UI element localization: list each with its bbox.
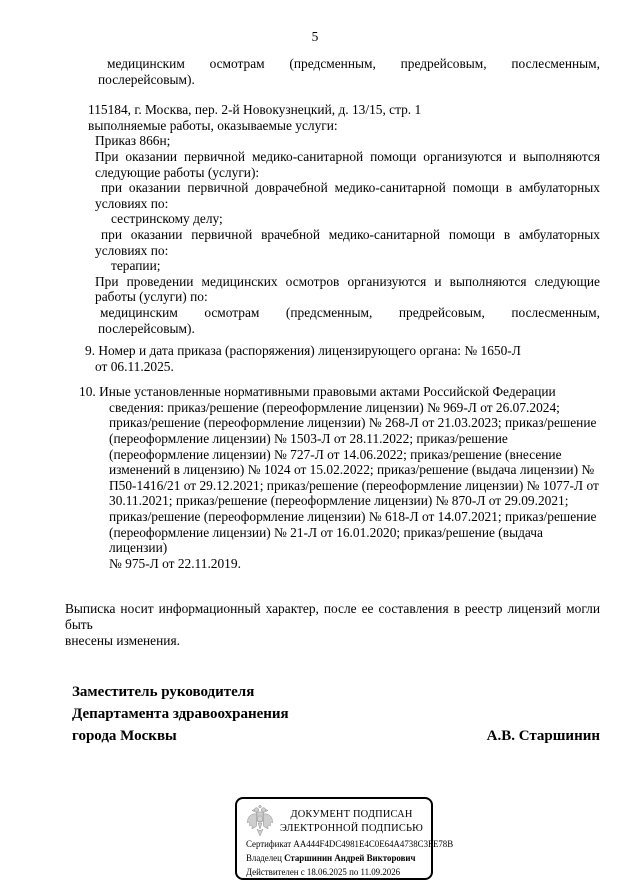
item-10-line: сведения: приказ/решение (переоформление лицензии) № 969-Л от 26.07.2024; bbox=[109, 399, 560, 415]
stamp-title-line: ЭЛЕКТРОННОЙ ПОДПИСЬЮ bbox=[279, 822, 424, 834]
body-line: условиях по: bbox=[95, 195, 169, 211]
item-10-line: (переоформление лицензии) № 21-Л от 16.01.2020; приказ/решение (выдача лицензии) bbox=[109, 524, 543, 556]
item-10-line: № 975-Л от 22.11.2019. bbox=[109, 555, 241, 571]
item8-continuation bbox=[65, 56, 600, 87]
body-line: при оказании первичной доврачебной медико-санитарной помощи в амбулаторных bbox=[101, 180, 600, 196]
stamp-details bbox=[246, 837, 454, 879]
item-9 bbox=[85, 343, 600, 374]
signature-block bbox=[72, 681, 600, 747]
owner-line bbox=[246, 851, 427, 865]
body-line: При проведении медицинских осмотров организуются и выполняются следующие bbox=[95, 273, 600, 289]
address-and-services-block bbox=[65, 102, 600, 336]
double-headed-eagle-icon bbox=[245, 804, 275, 840]
stamp-title bbox=[277, 808, 426, 835]
body-line: послерейсовым). bbox=[98, 71, 195, 87]
body-line: при оказании первичной врачебной медико-санитарной помощи в амбулаторных bbox=[101, 226, 600, 242]
item-9-line: 9. Номер и дата приказа (распоряжения) лицензирующего органа: № 1650-Л bbox=[85, 343, 521, 359]
body-line: сестринскому делу; bbox=[111, 211, 223, 227]
item-10-line: 10. Иные установленные нормативными правовыми актами Российской Федерации bbox=[79, 384, 556, 400]
stamp-title-line: ДОКУМЕНТ ПОДПИСАН bbox=[290, 809, 413, 820]
electronic-signature-stamp bbox=[235, 797, 454, 880]
body-line: При оказании первичной медико-санитарной помощи организуются и выполняются bbox=[95, 148, 600, 164]
item-10-line: изменений в лицензию) № 1024 от 15.02.2022; приказ/решение (выдача лицензии) № bbox=[109, 462, 595, 478]
informational-note bbox=[65, 601, 600, 648]
signer-name: А.В. Старшинин bbox=[486, 728, 600, 745]
page-number: 5 bbox=[311, 29, 319, 44]
certificate-line bbox=[246, 837, 454, 851]
note-line: внесены изменения. bbox=[65, 632, 180, 648]
item-10-line: приказ/решение (переоформление лицензии) № 618-Л от 14.07.2021; приказ/решение bbox=[109, 509, 597, 525]
body-line: медицинским осмотрам (предсменным, предрейсовым, послесменным, bbox=[107, 56, 600, 71]
note-line: Выписка носит информационный характер, после ее составления в реестр лицензий могли быть bbox=[65, 601, 600, 632]
signer-row bbox=[72, 725, 600, 747]
address-line: 115184, г. Москва, пер. 2-й Новокузнецкий, д. 13/15, стр. 1 bbox=[88, 102, 422, 118]
body-line: выполняемые работы, оказываемые услуги: bbox=[88, 117, 338, 133]
item-10-line: приказ/решение (переоформление лицензии) № 268-Л от 21.03.2023; приказ/решение bbox=[109, 415, 597, 431]
validity-line: Действителен с 18.06.2025 по 11.09.2026 bbox=[246, 867, 401, 877]
certificate-value: AA444F4DC4981E4C0E64A4738C3FE78B bbox=[293, 839, 454, 849]
item-10-line: П50-1416/21 от 29.12.2021; приказ/решение (переоформление лицензии) № 1077-Л от bbox=[109, 477, 599, 493]
body-line: послерейсовым). bbox=[98, 320, 195, 336]
document-body bbox=[65, 56, 600, 747]
body-line: медицинским осмотрам (предсменным, предрейсовым, послесменным, bbox=[100, 304, 600, 320]
body-line: условиях по: bbox=[95, 242, 169, 258]
body-line: работы (услуги) по: bbox=[95, 289, 208, 305]
item-10-line: 30.11.2021; приказ/решение (переоформление лицензии) № 870-Л от 29.09.2021; bbox=[109, 493, 569, 509]
owner-name: Старшинин Андрей Викторович bbox=[284, 853, 416, 863]
body-line: следующие работы (услуги): bbox=[95, 164, 260, 180]
body-line: Приказ 866н; bbox=[95, 133, 171, 149]
item-10 bbox=[79, 384, 600, 571]
item-10-line: (переоформление лицензии) № 1503-Л от 28.11.2022; приказ/решение bbox=[109, 431, 508, 447]
item-10-line: (переоформление лицензии) № 727-Л от 14.06.2022; приказ/решение (внесение bbox=[109, 446, 562, 462]
body-line: терапии; bbox=[111, 258, 161, 274]
certificate-label: Сертификат bbox=[246, 839, 294, 849]
item-9-line: от 06.11.2025. bbox=[95, 358, 174, 374]
signer-position-line: Департамента здравоохранения bbox=[72, 706, 289, 723]
signer-position-line: города Москвы bbox=[72, 728, 177, 745]
signer-position-line: Заместитель руководителя bbox=[72, 684, 255, 701]
owner-label: Владелец bbox=[246, 853, 285, 863]
